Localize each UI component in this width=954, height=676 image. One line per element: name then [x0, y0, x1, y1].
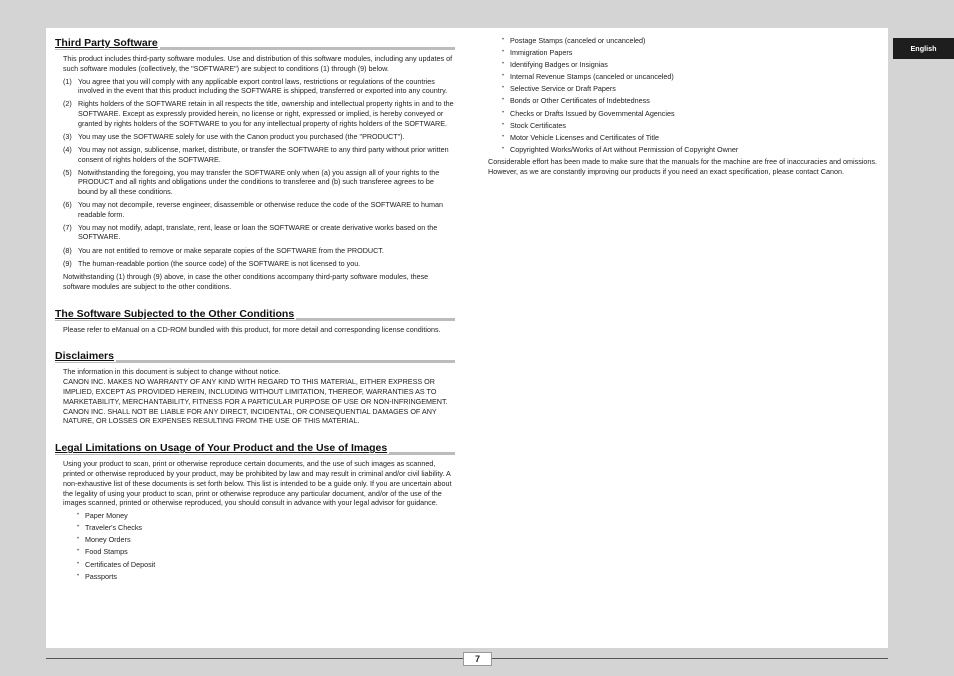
condition-text: You may not assign, sublicense, market, distribute, or transfer the SOFTWARE to any third party without prior written consent of rights holders of the SOFTWARE.: [78, 144, 449, 164]
document-name: Identifying Badges or Insignias: [510, 60, 608, 70]
document-list-item: [77, 560, 455, 570]
condition-text: The human-readable portion (the source code) of the SOFTWARE is not licensed to you.: [78, 258, 361, 268]
third-party-outro: Notwithstanding (1) through (9) above, in case the other conditions accompany third-party software modules, these software modules are subject to the other conditions.: [63, 272, 429, 291]
condition-text: You are not entitled to remove or make separate copies of the SOFTWARE from the PRODUCT.: [78, 245, 384, 255]
condition-number: (2): [63, 99, 72, 109]
document-list-item: [77, 523, 455, 533]
bullet-icon: •: [502, 133, 505, 140]
bullet-icon: •: [502, 109, 505, 116]
section-heading-disclaimers: [55, 350, 455, 363]
condition-item: [63, 259, 455, 269]
document-name: Checks or Drafts Issued by Governmental Agencies: [510, 108, 675, 118]
bullet-icon: •: [502, 49, 505, 56]
condition-number: (8): [63, 245, 72, 255]
document-name: Postage Stamps (canceled or uncanceled): [510, 36, 646, 45]
document-name: Money Orders: [85, 535, 131, 545]
bullet-icon: •: [502, 85, 505, 92]
condition-item: [63, 168, 455, 197]
document-list-item: [502, 36, 880, 46]
document-list-item: [77, 511, 455, 521]
document-name: Copyrighted Works/Works of Art without Permission of Copyright Owner: [510, 144, 739, 154]
manual-page: [46, 28, 888, 648]
bullet-icon: •: [77, 560, 80, 567]
document-list-item: [77, 535, 455, 545]
section-title: Disclaimers: [55, 350, 114, 363]
section-title: Third Party Software: [55, 37, 158, 49]
document-name: Traveler's Checks: [85, 523, 143, 533]
third-party-intro: This product includes third-party software modules. Use and distribution of this software modules, including any updates of such software modules (collectively, the "SOFTWARE") are subject to conditions (1) through (9) below.: [63, 54, 453, 73]
condition-number: (7): [63, 222, 72, 232]
other-conditions-text: Please refer to eManual on a CD-ROM bundled with this product, for more detail and corresponding license conditions.: [63, 324, 441, 334]
document-name: Passports: [85, 571, 117, 581]
document-name: Paper Money: [85, 511, 128, 521]
condition-item: [63, 223, 455, 242]
document-name: Certificates of Deposit: [85, 559, 156, 569]
condition-item: [63, 246, 455, 256]
document-list-item: [502, 84, 880, 94]
condition-number: (9): [63, 258, 72, 268]
document-list-item: [502, 60, 880, 70]
bullet-icon: •: [502, 97, 505, 104]
document-name: Stock Certificates: [510, 120, 566, 130]
bullet-icon: •: [502, 145, 505, 152]
document-list-item: [502, 121, 880, 131]
bullet-icon: •: [77, 536, 80, 543]
disclaimer-line-2: CANON INC. MAKES NO WARRANTY OF ANY KIND WITH REGARD TO THIS MATERIAL, EITHER EXPRESS OR IMPLIED, EXCEPT AS PROVIDED HEREIN, INCLUDING WITHOUT LIMITATION, THEREOF, WARRANTIES AS TO MARKETABILITY, MERCHANTABILITY, FITNESS FOR A PARTICULAR PURPOSE OF USE OR NON-INFRINGEMENT. CANON INC. SHALL NOT BE LIABLE FOR ANY DIRECT, INCIDENTAL, OR CONSEQUENTIAL DAMAGES OF ANY NATURE, OR LOSSES OR EXPENSES RESULTING FROM THE USE OF THIS MATERIAL.: [63, 377, 448, 426]
left-column: [55, 37, 455, 584]
bullet-icon: •: [502, 121, 505, 128]
bullet-icon: •: [502, 61, 505, 68]
document-list-item: [77, 572, 455, 582]
document-list-item: [502, 72, 880, 82]
condition-text: Notwithstanding the foregoing, you may transfer the SOFTWARE only when (a) you assign all of your rights to the PRODUCT and all rights and obligations under the conditions to transferee and (b) such transferee agrees to be bound by all these conditions.: [78, 167, 440, 196]
legal-text: Using your product to scan, print or otherwise reproduce certain documents, and the use of such images as scanned, printed or otherwise reproduced by your product, may be prohibited by law and may result in criminal and/or civil liability. A non-exhaustive list of these documents is set forth below. This list is intended to be a guide only. If you are uncertain about the legality of using your product to scan, print or otherwise reproduce any particular document, and/or of the use of the images scanned, printed or otherwise reproduced, you should consult in advance with your legal advisor for guidance.: [63, 459, 452, 508]
conditions-list: [63, 77, 455, 269]
condition-text: You agree that you will comply with any applicable export control laws, restrictions or regulations of the countries involved in the event that this product including the SOFTWARE is shipped, transferred or exported into any country.: [78, 76, 448, 96]
section-title: The Software Subjected to the Other Conditions: [55, 307, 295, 320]
document-list-item: [502, 145, 880, 155]
document-name: Immigration Papers: [510, 48, 573, 58]
condition-item: [63, 132, 455, 142]
document-list-item: [502, 96, 880, 106]
condition-number: (6): [63, 200, 72, 210]
document-name: Motor Vehicle Licenses and Certificates of Title: [510, 132, 660, 142]
document-name: Food Stamps: [85, 547, 128, 557]
closing-note: Considerable effort has been made to make sure that the manuals for the machine are free of inaccuracies and omissions. However, as we are constantly improving our products if you need an exact specification, please contact Canon.: [488, 156, 878, 176]
condition-item: [63, 200, 455, 219]
right-column: [488, 36, 880, 180]
document-name: Bonds or Other Certificates of Indebtedness: [510, 96, 650, 106]
disclaimer-line-1: The information in this document is subject to change without notice.: [63, 367, 281, 377]
condition-text: You may not decompile, reverse engineer, disassemble or otherwise reduce the code of the SOFTWARE to human readable form.: [78, 200, 444, 219]
condition-text: Rights holders of the SOFTWARE retain in all respects the title, ownership and intellectual property rights in and to the SOFTWARE. Except as expressly provided herein, no license or right, expressed or implied, is hereby conveyed or granted by rights holders of the SOFTWARE to you for any intellectual property of rights holders of the SOFTWARE.: [78, 99, 454, 128]
condition-number: (5): [63, 167, 72, 177]
bullet-icon: •: [502, 73, 505, 80]
bullet-icon: •: [502, 37, 505, 43]
language-tab[interactable]: English: [893, 38, 954, 59]
bullet-icon: •: [77, 512, 80, 519]
document-name: Internal Revenue Stamps (canceled or uncanceled): [510, 72, 674, 82]
bullet-icon: •: [77, 572, 80, 579]
document-list-item: [502, 133, 880, 143]
condition-text: You may use the SOFTWARE solely for use with the Canon product you purchased (the "PRODUCT").: [78, 131, 405, 141]
section-title: Legal Limitations on Usage of Your Product and the Use of Images: [55, 442, 388, 455]
condition-number: (4): [63, 144, 72, 154]
condition-item: [63, 99, 455, 128]
document-list-item: [502, 48, 880, 58]
bullet-icon: •: [77, 524, 80, 531]
bullet-icon: •: [77, 548, 80, 555]
prohibited-documents-list-continued: [502, 36, 880, 154]
condition-number: (1): [63, 76, 72, 86]
document-list-item: [77, 547, 455, 557]
condition-text: You may not modify, adapt, translate, rent, lease or loan the SOFTWARE or create derivative works based on the SOFTWARE.: [78, 222, 438, 242]
prohibited-documents-list: [77, 511, 455, 581]
document-name: Selective Service or Draft Papers: [510, 84, 616, 94]
section-heading-third-party: [55, 37, 455, 50]
condition-item: [63, 145, 455, 164]
section-heading-legal: [55, 442, 455, 455]
section-heading-other-conditions: [55, 308, 455, 321]
document-list-item: [502, 109, 880, 119]
page-number: 7: [463, 652, 492, 666]
condition-item: [63, 77, 455, 96]
condition-number: (3): [63, 131, 72, 141]
